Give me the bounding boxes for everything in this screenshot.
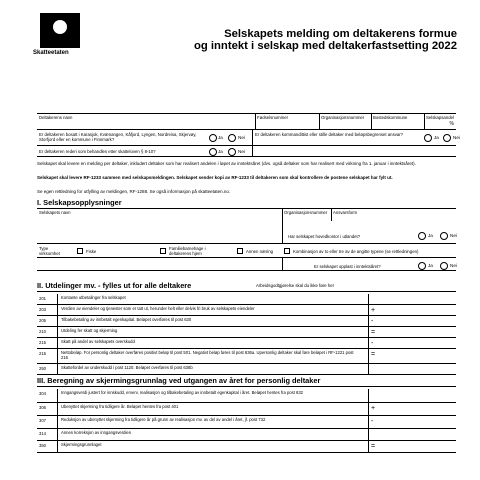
post-divider [57, 403, 58, 415]
ansvarsform-label: Ansvarsform [333, 210, 358, 215]
section-1-heading: I. Selskapsopplysninger [37, 198, 122, 207]
post-row [37, 389, 456, 403]
selskapets-navn-label: Selskapets navn [39, 210, 71, 215]
post-number: 350 [39, 443, 46, 448]
q3-ja-radio[interactable] [209, 148, 217, 156]
q2-ja-radio[interactable] [424, 134, 432, 142]
opplast-question: Er selskapet opplast i inntektsåret? [314, 264, 381, 269]
type-fiske-checkbox[interactable] [77, 248, 83, 254]
type-kombinasjon-label: Kombinasjon av to eller tre av de angitte typene (se rettledningen) [293, 249, 419, 254]
post-text: Kontante utbetalinger fra selskapet [61, 295, 126, 300]
logo-mark-icon [53, 20, 67, 34]
opplast-row [37, 257, 456, 271]
post-row [37, 327, 456, 338]
question-rederi: Er deltakeren rederi som behandles etter skatteloven § 8-10? [39, 149, 156, 154]
amount-field[interactable] [368, 294, 456, 304]
post-divider [57, 389, 58, 402]
section-2-note: Arbeidsgodtgjørelse skal du ikke føre her [256, 283, 335, 288]
post-text: Skattefordel av underskudd i post 1120. Beløpet overføres til post 636b [61, 365, 193, 370]
q3-nei-label: Nei [238, 149, 245, 154]
fodselsnummer-label: Fødselsnummer [257, 115, 289, 120]
type-barnehage-label: Familiebarnehage i deltakerens hjem [169, 246, 206, 256]
type-fiske-label: Fiske [86, 249, 97, 254]
question-row-1 [37, 129, 460, 145]
orgnr-label: Organisasjonsnummer [321, 115, 365, 120]
post-number: 216 [39, 351, 46, 356]
opplast-nei-label: Nei [450, 263, 457, 268]
post-number: 304 [39, 391, 46, 396]
q1-nei-radio[interactable] [228, 134, 236, 142]
company-row [37, 209, 456, 221]
post-number: 307 [39, 418, 46, 423]
post-number: 203 [39, 307, 46, 312]
opplast-ja-label: Ja [428, 263, 433, 268]
hovedkontor-ja-label: Ja [428, 233, 433, 238]
post-sign: + [371, 307, 376, 314]
post-text: Skjermingsgrunnlaget [61, 442, 102, 447]
q2-nei-label: Nei [453, 135, 460, 140]
post-sign: = [371, 443, 376, 450]
intro-paragraph-1: Selskapet skal levere en melding per deltaker, inkludert deltaker som har realisert andelen i løpet av inntektsåret (dvs. også deltaker som har realisert med virkning fra 1. januar i inntektsåret). [37, 161, 416, 166]
post-divider [57, 416, 58, 428]
question-bosatt: Er deltakeren bosatt i Karasjok, Kvænangen, Kåfjord, Lyngen, Nordreisa, Skjervøy, Storfjord eller en kommune i Finnmark? [39, 132, 197, 142]
type-virksomhet-label: Type virksomhet [39, 246, 60, 256]
post-sign: - [371, 318, 374, 325]
section-3-rule [37, 386, 456, 387]
amount-field[interactable] [368, 364, 456, 374]
post-sign: - [371, 340, 374, 347]
type-kombinasjon-checkbox[interactable] [284, 248, 290, 254]
amount-field[interactable] [368, 305, 456, 315]
post-text: Ubenyttet skjerming fra tidligere år. Beløpet hentes fra post 401 [61, 404, 179, 409]
post-text: Skatt på andel av selskapets overskudd [61, 339, 135, 344]
amount-field[interactable] [368, 416, 456, 428]
post-divider [57, 338, 58, 348]
q3-ja-label: Ja [218, 149, 223, 154]
hovedkontor-question: Har selskapet hovedkontor i utlandet? [288, 234, 361, 239]
section-2-heading: II. Utdelinger mv. - fylles ut for alle deltakere [37, 281, 192, 290]
post-number: 210 [39, 329, 46, 334]
intro-paragraph-2: Selskapet skal levere RF-1233 sammen med selskapsmeldingen. Selskapet sender kopi av RF-1233 til deltakeren som skal kontrollere de postene selskapet har fylt ut. [37, 175, 393, 180]
type-annen-checkbox[interactable] [237, 248, 243, 254]
post-number: 215 [39, 340, 46, 345]
post-number: 250 [39, 366, 46, 371]
post-sign: = [371, 329, 376, 336]
percent-label: % [449, 121, 454, 127]
post-row [37, 338, 456, 349]
post-divider [57, 327, 58, 337]
post-row [37, 316, 456, 327]
section-3-heading: III. Beregning av skjermingsgrunnlag ved utgangen av året for personlig deltaker [37, 376, 321, 385]
identity-row [37, 113, 456, 129]
amount-field[interactable] [368, 403, 456, 415]
post-row [37, 364, 456, 375]
q2-nei-radio[interactable] [443, 134, 451, 142]
post-row [37, 441, 456, 453]
post-sign: + [371, 405, 376, 412]
amount-field[interactable] [368, 349, 456, 363]
amount-field[interactable] [368, 327, 456, 337]
post-row [37, 294, 456, 305]
amount-field[interactable] [368, 389, 456, 402]
amount-field[interactable] [368, 429, 456, 440]
q1-ja-radio[interactable] [209, 134, 217, 142]
brand-name: Skatteetaten [33, 50, 69, 56]
post-text: Verdien av eiendeler og tjenester som er tatt ut, herunder helt eller delvis fri bruk av selskapets eiendeler [61, 306, 255, 311]
post-row [37, 429, 456, 441]
hovedkontor-ja-radio[interactable] [418, 232, 426, 240]
type-barnehage-checkbox[interactable] [160, 248, 166, 254]
post-divider [57, 429, 58, 440]
bostedskommune-label: Bostedskommune [373, 115, 408, 120]
hovedkontor-row [37, 221, 456, 243]
post-text: Reduksjon av ubenyttet skjerming fra tidligere år på grunn av realisasjon mv. av del av andel i året, jf. post 732 [61, 417, 266, 422]
post-divider [57, 441, 58, 452]
post-row [37, 416, 456, 429]
post-text: Tilbakebetaling av innbetalt egenkapital. Beløpet overføres til post 630 [61, 317, 192, 322]
type-annen-label: Annen næring [246, 249, 273, 254]
post-number: 306 [39, 405, 46, 410]
post-number: 205 [39, 318, 46, 323]
post-divider [57, 305, 58, 315]
amount-field[interactable] [368, 338, 456, 348]
hovedkontor-nei-label: Nei [450, 233, 457, 238]
type-row [37, 243, 456, 257]
deltaker-navn-label: Deltakerens navn [39, 115, 73, 120]
post-text: Utdeling fer skatt og skjerming [61, 328, 118, 333]
post-text: Annen korreksjon av inngangsverdien [61, 430, 132, 435]
post-divider [57, 349, 58, 363]
section-2-rule [37, 291, 456, 292]
opplast-ja-radio[interactable] [418, 262, 426, 270]
amount-field[interactable] [368, 316, 456, 326]
post-sign: = [371, 351, 376, 358]
post-divider [57, 316, 58, 326]
q1-ja-label: Ja [218, 135, 223, 140]
question-row-2 [37, 145, 456, 157]
post-row [37, 403, 456, 416]
amount-field[interactable] [368, 441, 456, 452]
q2-ja-label: Ja [434, 135, 439, 140]
skatteetaten-logo [40, 13, 80, 48]
section1-orgnr-label: Organisasjonsnummer [284, 210, 328, 215]
post-divider [57, 364, 58, 374]
post-number: 201 [39, 296, 46, 301]
opplast-nei-radio[interactable] [440, 262, 448, 270]
post-sign: - [371, 418, 374, 425]
intro-paragraph-3: Se egen rettledning for utfylling av meldingen, RF-1288. Se også informasjon på skatteetaten.no. [37, 189, 231, 194]
q3-nei-radio[interactable] [228, 148, 236, 156]
question-kommandittist: Er deltakeren kommandittist eller stille deltaker med beløpsbegrenset ansvar? [255, 132, 404, 137]
post-row [37, 349, 456, 364]
post-number: 314 [39, 431, 46, 436]
q1-nei-label: Nei [238, 135, 245, 140]
post-row [37, 305, 456, 316]
title-line-2: og inntekt i selskap med deltakerfastsetting 2022 [193, 40, 457, 52]
post-text: Inngangsverdi justert for innskudd, erverv, realisasjon og tilbakebetaling av innbetalt egenkapital i året. Beløpet hentes fra post 632 [61, 390, 304, 395]
hovedkontor-nei-radio[interactable] [440, 232, 448, 240]
selskapsandel-label: Selskapsandel [426, 115, 454, 120]
post-divider [57, 294, 58, 304]
title-line-1: Selskapets melding om deltakerens formue [224, 28, 457, 40]
page-title [194, 28, 457, 52]
post-text: Nettobeløp. For personlig deltaker overføres positivt beløp til post 501. Negativt beløp føres til post 636a. Upersonlig deltaker skal føre beløpet i RF-1221 post 216 [61, 350, 354, 360]
